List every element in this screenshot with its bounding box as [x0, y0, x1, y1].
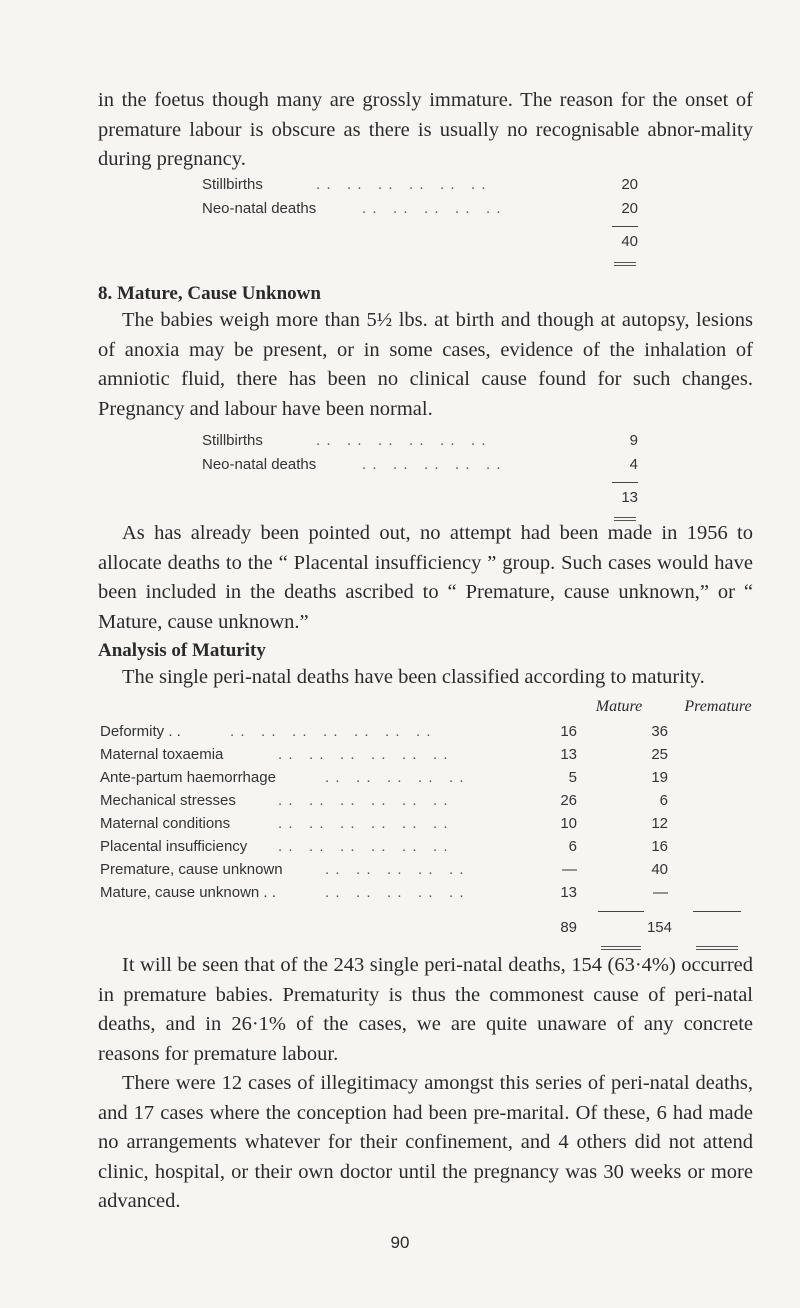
premature-value: 36 — [651, 723, 668, 740]
total-mature: 89 — [560, 919, 577, 936]
paragraph-premature-onset: in the foetus though many are grossly immature. The reason for the onset of premature labour is obscure as there is usually no recognisable abnor-mality during pregnancy. — [98, 89, 753, 170]
table-row — [100, 881, 760, 905]
paragraph-analysis-intro: The single peri-natal deaths have been classified according to maturity. — [122, 666, 705, 688]
row-label: Maternal toxaemia — [100, 746, 224, 763]
row-label: Mature, cause unknown . . — [100, 884, 276, 901]
table-row — [100, 743, 760, 767]
mature-value: — — [562, 861, 577, 878]
mature-value: 13 — [560, 884, 577, 901]
leader-dots: . . . . . . . . . . — [325, 769, 465, 786]
row-label: Maternal conditions — [100, 815, 231, 832]
mature-value: 6 — [568, 838, 577, 855]
leader-dots: . . . . . . . . . . — [362, 200, 502, 217]
page-number: 90 — [390, 1233, 410, 1252]
row-label: Neo-natal deaths — [202, 200, 317, 217]
row-label: Deformity . . — [100, 723, 181, 740]
leader-dots: . . . . . . . . . . . . — [278, 792, 449, 809]
sum-rule-mature — [598, 911, 644, 912]
double-rule-premature — [696, 946, 738, 950]
sum-rule — [612, 482, 638, 483]
double-rule-mature — [601, 946, 641, 950]
table-total-row — [100, 916, 760, 940]
leader-dots: . . . . . . . . . . . . — [316, 432, 487, 449]
row-value: 4 — [629, 456, 638, 473]
mature-value: 5 — [568, 769, 577, 786]
total-premature: 154 — [646, 919, 672, 936]
premature-value: 16 — [651, 838, 668, 855]
leader-dots: . . . . . . . . . . . . . . — [230, 723, 432, 740]
row-value: 9 — [629, 432, 638, 449]
mature-value: 16 — [560, 723, 577, 740]
mature-value: 26 — [560, 792, 577, 809]
table-row — [100, 720, 760, 744]
premature-value: 12 — [651, 815, 668, 832]
leader-dots: . . . . . . . . . . — [325, 861, 465, 878]
leader-dots: . . . . . . . . . . — [325, 884, 465, 901]
table-row — [100, 766, 760, 790]
row-value: 20 — [621, 176, 638, 193]
row-label: Stillbirths — [202, 176, 263, 193]
leader-dots: . . . . . . . . . . . . — [278, 815, 449, 832]
row-label: Premature, cause unknown — [100, 861, 283, 878]
leader-dots: . . . . . . . . . . . . — [278, 746, 449, 763]
table-row — [202, 429, 642, 453]
row-value: 20 — [621, 200, 638, 217]
premature-value: 40 — [651, 861, 668, 878]
table-row — [202, 173, 642, 197]
premature-value: — — [653, 884, 668, 901]
mature-value: 13 — [560, 746, 577, 763]
sum-rule-premature — [693, 911, 741, 912]
mature-value: 10 — [560, 815, 577, 832]
table-row — [100, 858, 760, 882]
table-total — [598, 486, 638, 510]
paragraph-prematurity-summary: It will be seen that of the 243 single peri-natal deaths, 154 (63·4%) occurred in premature babies. Prematurity is thus the commonest cause of peri-natal deaths, and in 26·1% of the cases, we are quite unaware of any concrete reasons for premature labour. — [98, 954, 753, 1065]
premature-value: 19 — [651, 769, 668, 786]
column-header-mature: Mature — [595, 698, 643, 715]
table-total — [598, 230, 638, 254]
section-heading-analysis-of-maturity: Analysis of Maturity — [98, 640, 266, 661]
section-heading-mature-cause-unknown: 8. Mature, Cause Unknown — [98, 283, 321, 304]
table-row — [202, 453, 642, 477]
table-row — [202, 197, 642, 221]
column-header-premature: Premature — [684, 698, 752, 715]
leader-dots: . . . . . . . . . . . . — [316, 176, 487, 193]
row-label: Stillbirths — [202, 432, 263, 449]
row-label: Placental insufficiency — [100, 838, 248, 855]
table-row — [100, 789, 760, 813]
premature-value: 6 — [659, 792, 668, 809]
row-label: Mechanical stresses — [100, 792, 236, 809]
paragraph-mature-cause-unknown: The babies weigh more than 5½ lbs. at birth and though at autopsy, lesions of anoxia may be present, or in some cases, evidence of the inhalation of amniotic fluid, there has been no clinical cause found for such changes. Pregnancy and labour have been normal. — [98, 309, 753, 420]
sum-rule — [612, 226, 638, 227]
table-row — [100, 812, 760, 836]
total-value: 13 — [621, 489, 638, 506]
paragraph-placental-insufficiency: As has already been pointed out, no attempt had been made in 1956 to allocate deaths to the “ Placental insufficiency ” group. Such cases would have been included in the deaths ascribed to “ Premature, cause unknown,” or “ Mature, cause unknown.” — [98, 522, 753, 633]
leader-dots: . . . . . . . . . . — [362, 456, 502, 473]
double-rule — [614, 262, 636, 266]
table-row — [100, 835, 760, 859]
total-value: 40 — [621, 233, 638, 250]
premature-value: 25 — [651, 746, 668, 763]
paragraph-illegitimacy: There were 12 cases of illegitimacy amongst this series of peri-natal deaths, and 17 cases where the conception had been pre-marital. Of these, 6 had made no arrangements whatever for their confinement, and 4 others did not attend clinic, hospital, or their own doctor until the pregnancy was 30 weeks or more advanced. — [98, 1072, 753, 1212]
leader-dots: . . . . . . . . . . . . — [278, 838, 449, 855]
row-label: Neo-natal deaths — [202, 456, 317, 473]
row-label: Ante-partum haemorrhage — [100, 769, 276, 786]
